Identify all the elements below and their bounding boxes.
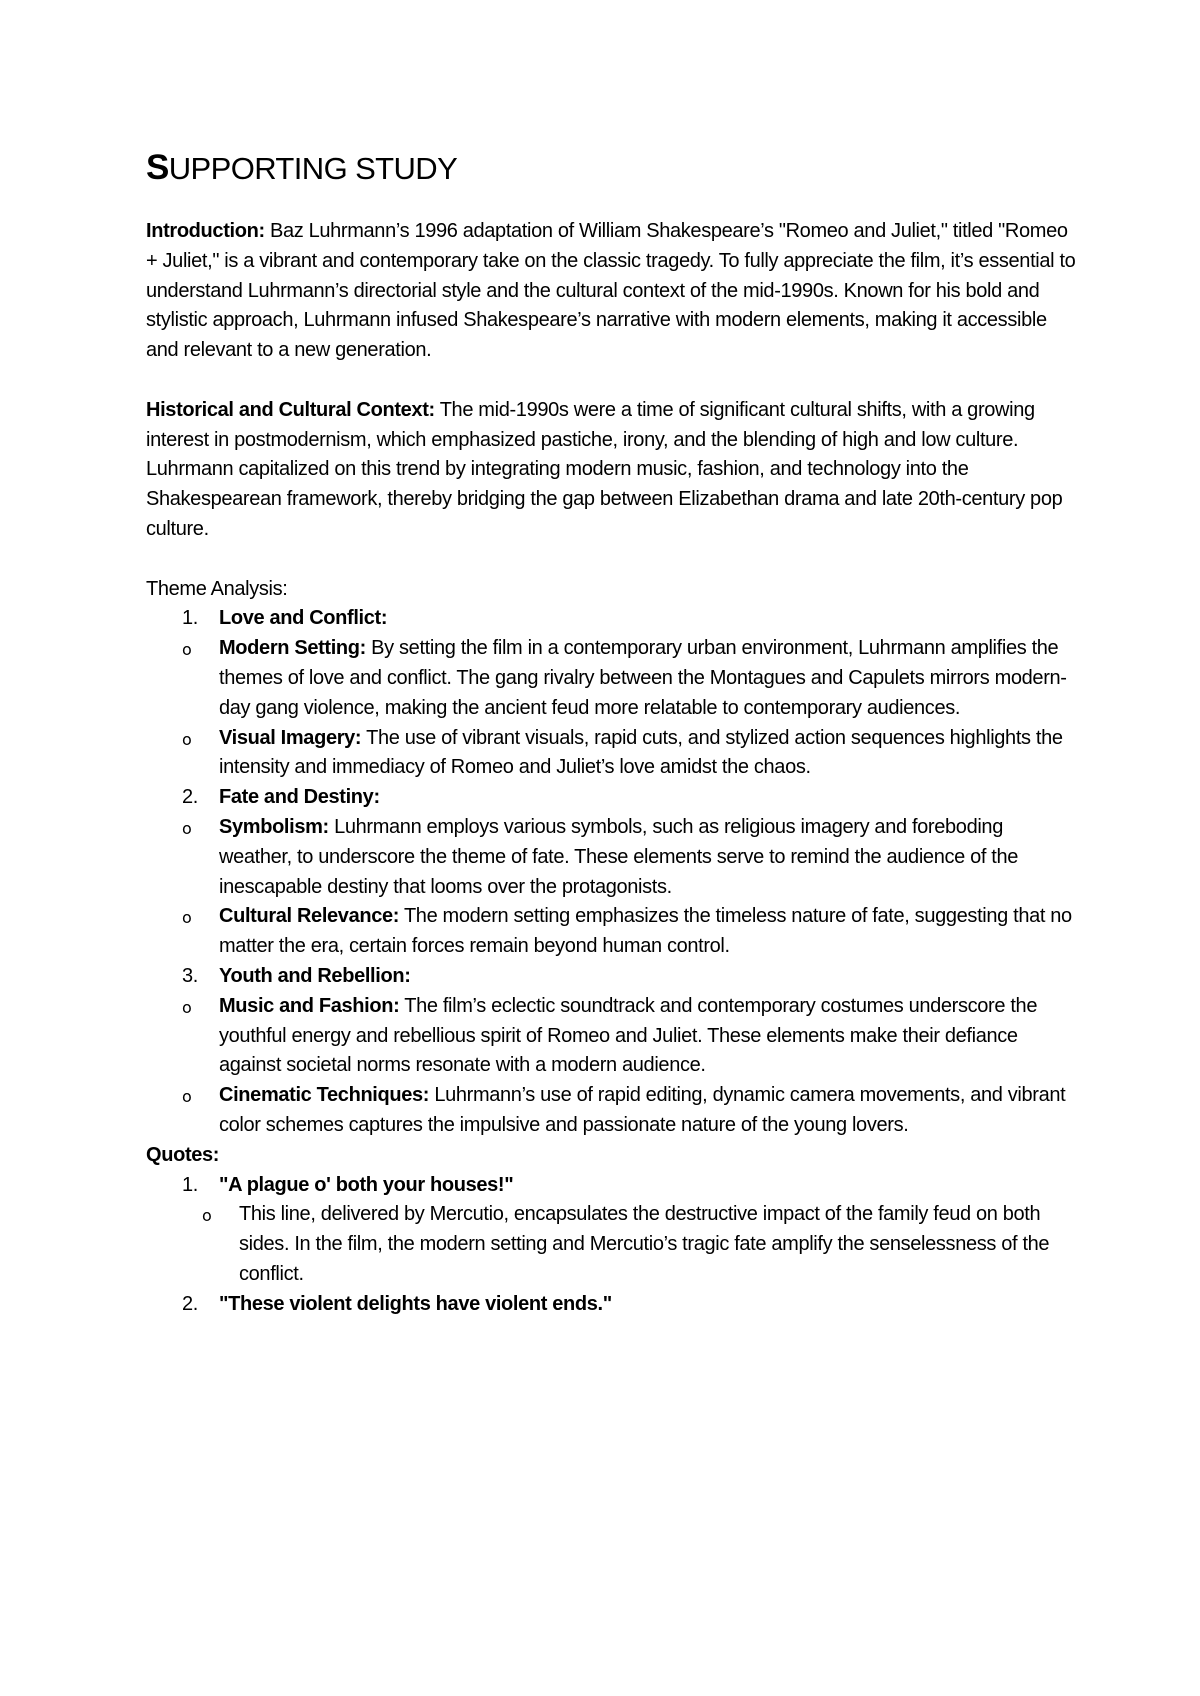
theme-item (146, 783, 1076, 962)
quotes-heading: Quotes: (146, 1143, 220, 1166)
subitem-label: Music and Fashion: (219, 994, 400, 1017)
subitem-text: The film’s eclectic soundtrack and contemporary costumes underscore the youthful energy and rebellious spirit of Romeo and Juliet. These elements make their defiance against societal norms resonate with a modern audience. (219, 994, 1038, 1077)
theme-subitem (182, 1081, 1076, 1141)
subitem-label: Cultural Relevance: (219, 905, 400, 928)
title-rest: UPPORTING STUDY (168, 151, 458, 186)
context-text: The mid-1990s were a time of significant cultural shifts, with a growing interest in postmodernism, which emphasized pastiche, irony, and the blending of high and low culture. Luhrmann capitalized on this trend by integrating modern music, fashion, and technology into the Shakespearean framework, thereby bridging the gap between Elizabethan drama and late 20th-century pop culture. (146, 398, 1063, 540)
subitem-label: Cinematic Techniques: (219, 1084, 430, 1107)
bullet-icon: o (202, 1206, 212, 1226)
theme-sublist (182, 992, 1076, 1141)
themes-heading: Theme Analysis: (146, 577, 288, 600)
bullet-icon: o (182, 729, 192, 749)
theme-sublist (182, 634, 1076, 783)
subitem-text: By setting the film in a contemporary urban environment, Luhrmann amplifies the themes of love and conflict. The gang rivalry between the Montagues and Capulets mirrors modern-day gang violence, making the ancient feud more relatable to contemporary audiences. (219, 637, 1067, 719)
quote-number: 1. (182, 1173, 198, 1196)
intro-text: Baz Luhrmann’s 1996 adaptation of William Shakespeare’s "Romeo and Juliet," titled "Romeo + Juliet," is a vibrant and contemporary take on the classic tragedy. To fully appreciate the film, it’s essential to understand Luhrmann’s directorial style and the cultural context of the mid-1990s. Known for his bold and stylistic approach, Luhrmann infused Shakespeare’s narrative with modern elements, making it accessible and relevant to a new generation. (146, 220, 1076, 362)
quote-item (146, 1171, 1076, 1290)
document-body (146, 148, 1076, 1319)
bullet-icon: o (182, 818, 192, 838)
subitem-text: The use of vibrant visuals, rapid cuts, and stylized action sequences highlights the intensity and immediacy of Romeo and Juliet’s love amidst the chaos. (219, 726, 1063, 779)
theme-title: Fate and Destiny: (219, 786, 380, 809)
quote-explanation: This line, delivered by Mercutio, encapsulates the destructive impact of the family feud on both sides. In the film, the modern setting and Mercutio’s tragic fate amplify the senselessness of the conflict. (239, 1203, 1050, 1285)
bullet-icon: o (182, 908, 192, 928)
subitem-text: Luhrmann’s use of rapid editing, dynamic camera movements, and vibrant color schemes captures the impulsive and passionate nature of the young lovers. (219, 1084, 1066, 1136)
bullet-icon: o (182, 640, 192, 660)
quote-title: "A plague o' both your houses!" (219, 1173, 514, 1196)
page-title (146, 148, 1076, 189)
theme-number: 3. (182, 964, 198, 987)
subitem-label: Visual Imagery: (219, 726, 362, 749)
subitem-text: The modern setting emphasizes the timeless nature of fate, suggesting that no matter the era, certain forces remain beyond human control. (219, 905, 1072, 958)
theme-number: 1. (182, 607, 198, 630)
theme-subitem (182, 902, 1076, 962)
theme-subitem (182, 724, 1076, 784)
theme-subitem (182, 634, 1076, 723)
theme-subitem (182, 813, 1076, 902)
theme-number: 2. (182, 786, 198, 809)
themes-list (146, 604, 1076, 1140)
theme-item (146, 604, 1076, 783)
theme-item (146, 962, 1076, 1141)
subitem-text: Luhrmann employs various symbols, such as religious imagery and foreboding weather, to underscore the theme of fate. These elements serve to remind the audience of the inescapable destiny that looms over the protagonists. (219, 815, 1019, 898)
subitem-label: Symbolism: (219, 815, 329, 838)
theme-title: Love and Conflict: (219, 607, 388, 630)
context-label: Historical and Cultural Context: (146, 398, 435, 421)
quotes-list (146, 1171, 1076, 1320)
theme-subitem (182, 992, 1076, 1081)
quote-sublist (202, 1200, 1076, 1289)
intro-label: Introduction: (146, 220, 265, 242)
theme-title: Youth and Rebellion: (219, 964, 411, 987)
context-paragraph (146, 396, 1076, 545)
theme-sublist (182, 813, 1076, 962)
intro-paragraph (146, 217, 1076, 366)
quote-number: 2. (182, 1292, 198, 1315)
bullet-icon: o (182, 997, 192, 1017)
title-first-letter: S (146, 148, 169, 187)
subitem-label: Modern Setting: (219, 637, 366, 660)
quote-subitem (202, 1200, 1076, 1289)
bullet-icon: o (182, 1087, 192, 1107)
quote-item (146, 1290, 1076, 1320)
quote-title: "These violent delights have violent ends." (219, 1292, 612, 1315)
